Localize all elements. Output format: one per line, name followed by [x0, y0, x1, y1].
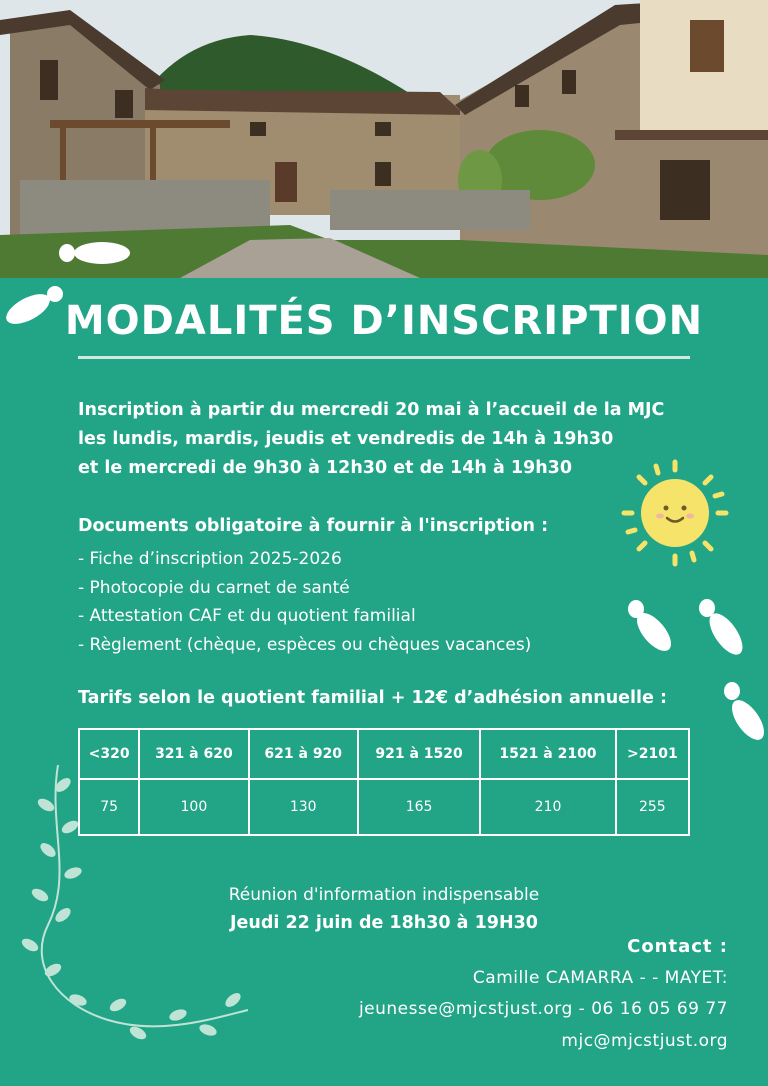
- meeting-info: Réunion d'information indispensable: [228, 885, 540, 905]
- contact-email-phone: jeunesse@mjcstjust.org - 06 16 05 69 77: [358, 999, 728, 1019]
- meeting-date: Jeudi 22 juin de 18h30 à 19H30: [230, 913, 538, 933]
- table-cell: 100: [139, 779, 248, 835]
- list-item: - Règlement (chèque, espèces ou chèques vacances): [78, 634, 532, 655]
- table-cell: 165: [358, 779, 480, 835]
- inscription-line: et le mercredi de 9h30 à 12h30 et de 14h à 19h30: [78, 458, 573, 478]
- list-item: - Fiche d’inscription 2025-2026: [78, 549, 342, 569]
- inscription-line: Inscription à partir du mercredi 20 mai à l’accueil de la MJC: [78, 400, 665, 420]
- table-row: [79, 779, 689, 835]
- table-cell: 210: [480, 779, 615, 835]
- list-item: - Attestation CAF et du quotient familial: [78, 606, 416, 626]
- contact-title: Contact :: [627, 936, 728, 957]
- documents-list: [78, 545, 531, 659]
- footprint-icon: [720, 680, 768, 742]
- title-divider: [78, 356, 690, 359]
- header-photo: [0, 0, 768, 278]
- table-header-cell: <320: [79, 729, 139, 779]
- footprint-icon: [624, 598, 680, 654]
- page-title: MODALITÉS D’INSCRIPTION: [64, 298, 704, 344]
- table-header-cell: >2101: [616, 729, 689, 779]
- table-header-cell: 1521 à 2100: [480, 729, 615, 779]
- inscription-block: [78, 396, 664, 483]
- table-header-cell: 921 à 1520: [358, 729, 480, 779]
- contact-email: mjc@mjcstjust.org: [561, 1031, 728, 1051]
- table-header-cell: 321 à 620: [139, 729, 248, 779]
- tarifs-title: Tarifs selon le quotient familial + 12€ d’adhésion annuelle :: [78, 688, 667, 708]
- list-item: - Photocopie du carnet de santé: [78, 577, 350, 598]
- table-row: [79, 729, 689, 779]
- table-cell: 75: [79, 779, 139, 835]
- table-header-cell: 621 à 920: [249, 729, 358, 779]
- footprint-icon: [58, 238, 132, 268]
- table-cell: 130: [249, 779, 358, 835]
- documents-title: Documents obligatoire à fournir à l'inscription :: [78, 516, 549, 536]
- table-cell: 255: [616, 779, 689, 835]
- footprint-icon: [694, 596, 752, 658]
- contact-name: Camille CAMARRA - - MAYET:: [472, 968, 728, 988]
- inscription-line: les lundis, mardis, jeudis et vendredis de 14h à 19h30: [78, 429, 614, 449]
- tarifs-table: [78, 728, 690, 836]
